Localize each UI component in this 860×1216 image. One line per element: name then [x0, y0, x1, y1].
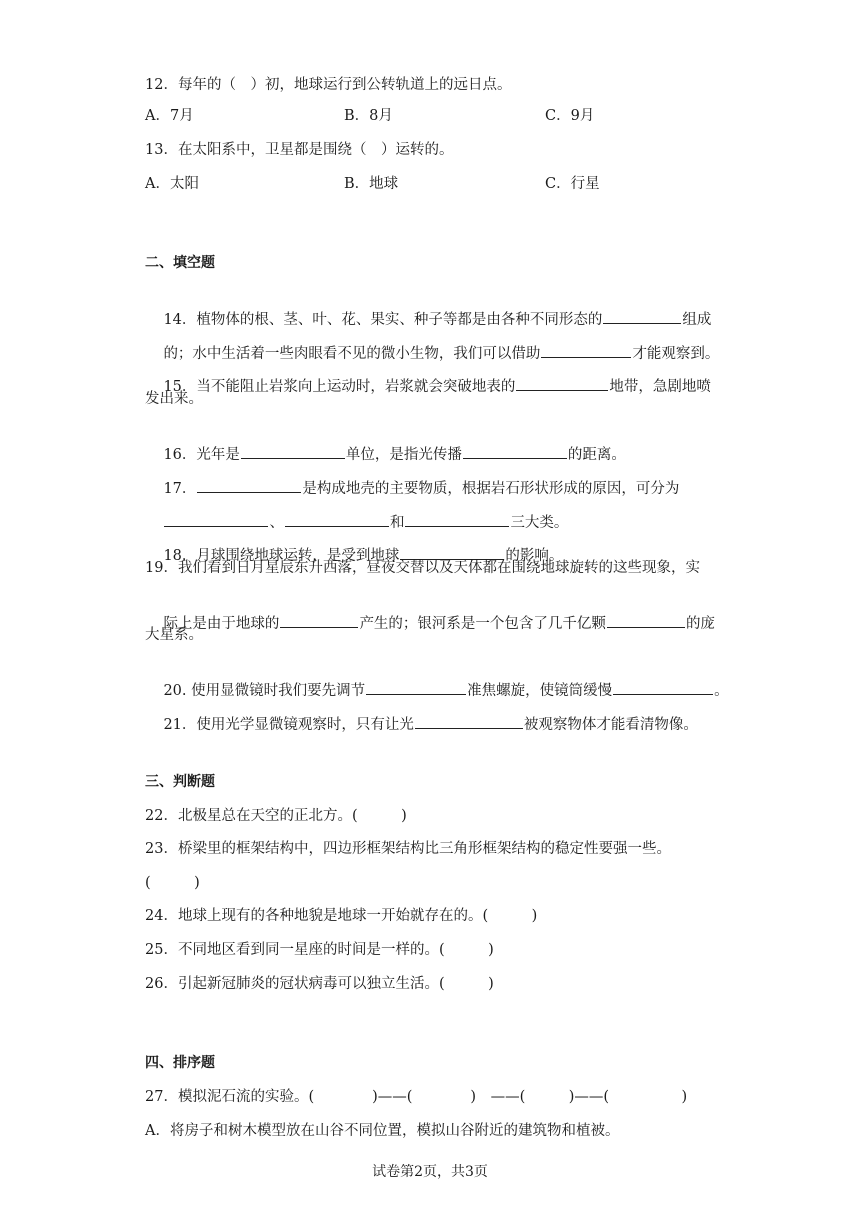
question-25: 25．不同地区看到同一星座的时间是一样的。( ): [145, 942, 494, 958]
q14-text-1: 14．植物体的根、茎、叶、花、果实、种子等都是由各种不同形态的: [163, 312, 603, 328]
question-19-line-1: 19．我们看到日月星辰东升西落，昼夜交替以及天体都在围绕地球旋转的这些现象，实: [145, 560, 700, 576]
q17-text-1: 17．: [163, 481, 197, 497]
q19-text-4: 的庞: [685, 616, 715, 632]
q17-text-4: 和: [389, 515, 405, 531]
q14-text-2: 组成: [682, 312, 712, 328]
question-15-line-2: 发出来。: [145, 391, 203, 407]
q16-text-2: 单位，是指光传播: [345, 447, 462, 463]
q20-text-1: 20. 使用显微镜时我们要先调节: [163, 683, 366, 699]
question-12: 12．每年的（ ）初，地球运行到公转轨道上的远日点。: [145, 77, 512, 93]
q15-text-2: 地带，急剧地喷: [609, 379, 711, 395]
q13-option-b: B．地球: [344, 176, 399, 192]
question-19-line-2: [145, 592, 715, 654]
q12-option-c: C．9月: [545, 108, 595, 124]
q19-text-3: 产生的；银河系是一个包含了几千亿颗: [359, 616, 606, 632]
q18-text-2: 的影响。: [505, 548, 564, 564]
q17-text-5: 三大类。: [510, 515, 569, 531]
answer-blank[interactable]: [280, 612, 358, 628]
q27-option-a: A．将房子和树木模型放在山谷不同位置，模拟山谷附近的建筑物和植被。: [145, 1123, 620, 1139]
answer-blank[interactable]: [415, 713, 523, 729]
question-15-line-1: [145, 355, 711, 417]
q12-option-b: B．8月: [344, 108, 393, 124]
question-24: 24．地球上现有的各种地貌是地球一开始就存在的。( ): [145, 908, 538, 924]
q16-text-1: 16．光年是: [163, 447, 240, 463]
q18-text-1: 18．月球围绕地球运转，是受到地球: [163, 548, 400, 564]
q17-text-2: 是构成地壳的主要物质，根据岩石形状形成的原因，可分为: [302, 481, 680, 497]
q20-text-3: 。: [714, 683, 729, 699]
question-21: [145, 693, 698, 755]
question-22: 22．北极星总在天空的正北方。( ): [145, 808, 407, 824]
q14-text-3: 的；水中生活着一些肉眼看不见的微小生物，我们可以借助: [163, 346, 541, 362]
question-13: 13．在太阳系中，卫星都是围绕（ ）运转的。: [145, 142, 454, 158]
q20-text-2: 准焦螺旋，使镜筒缓慢: [467, 683, 613, 699]
q13-option-a: A．太阳: [145, 176, 199, 192]
question-23-line-1: 23．桥梁里的框架结构中，四边形框架结构比三角形框架结构的稳定性要强一些。: [145, 841, 671, 857]
q15-text-1: 15．当不能阻止岩浆向上运动时，岩浆就会突破地表的: [163, 379, 516, 395]
q12-option-a: A．7月: [145, 108, 194, 124]
q21-text-2: 被观察物体才能看清物像。: [523, 717, 698, 733]
q19-text-2: 际上是由于地球的: [163, 616, 280, 632]
question-26: 26．引起新冠肺炎的冠状病毒可以独立生活。( ): [145, 976, 494, 992]
section-fill-blank-heading: 二、填空题: [145, 255, 215, 271]
answer-blank[interactable]: [516, 375, 608, 391]
page-footer: 试卷第2页，共3页: [372, 1164, 488, 1180]
section-true-false-heading: 三、判断题: [145, 774, 215, 790]
q21-text-1: 21．使用光学显微镜观察时，只有让光: [163, 717, 414, 733]
q13-option-c: C．行星: [545, 176, 600, 192]
answer-blank[interactable]: [607, 612, 685, 628]
q14-text-4: 才能观察到。: [632, 346, 720, 362]
section-ordering-heading: 四、排序题: [145, 1055, 215, 1071]
question-27: 27．模拟泥石流的实验。( )——( ) ——( )——( ): [145, 1089, 688, 1105]
q16-text-3: 的距离。: [567, 447, 626, 463]
question-19-line-3: 大星系。: [145, 627, 203, 643]
question-23-answer-bracket[interactable]: ( ): [145, 875, 200, 891]
q17-text-3: 、: [269, 515, 284, 531]
